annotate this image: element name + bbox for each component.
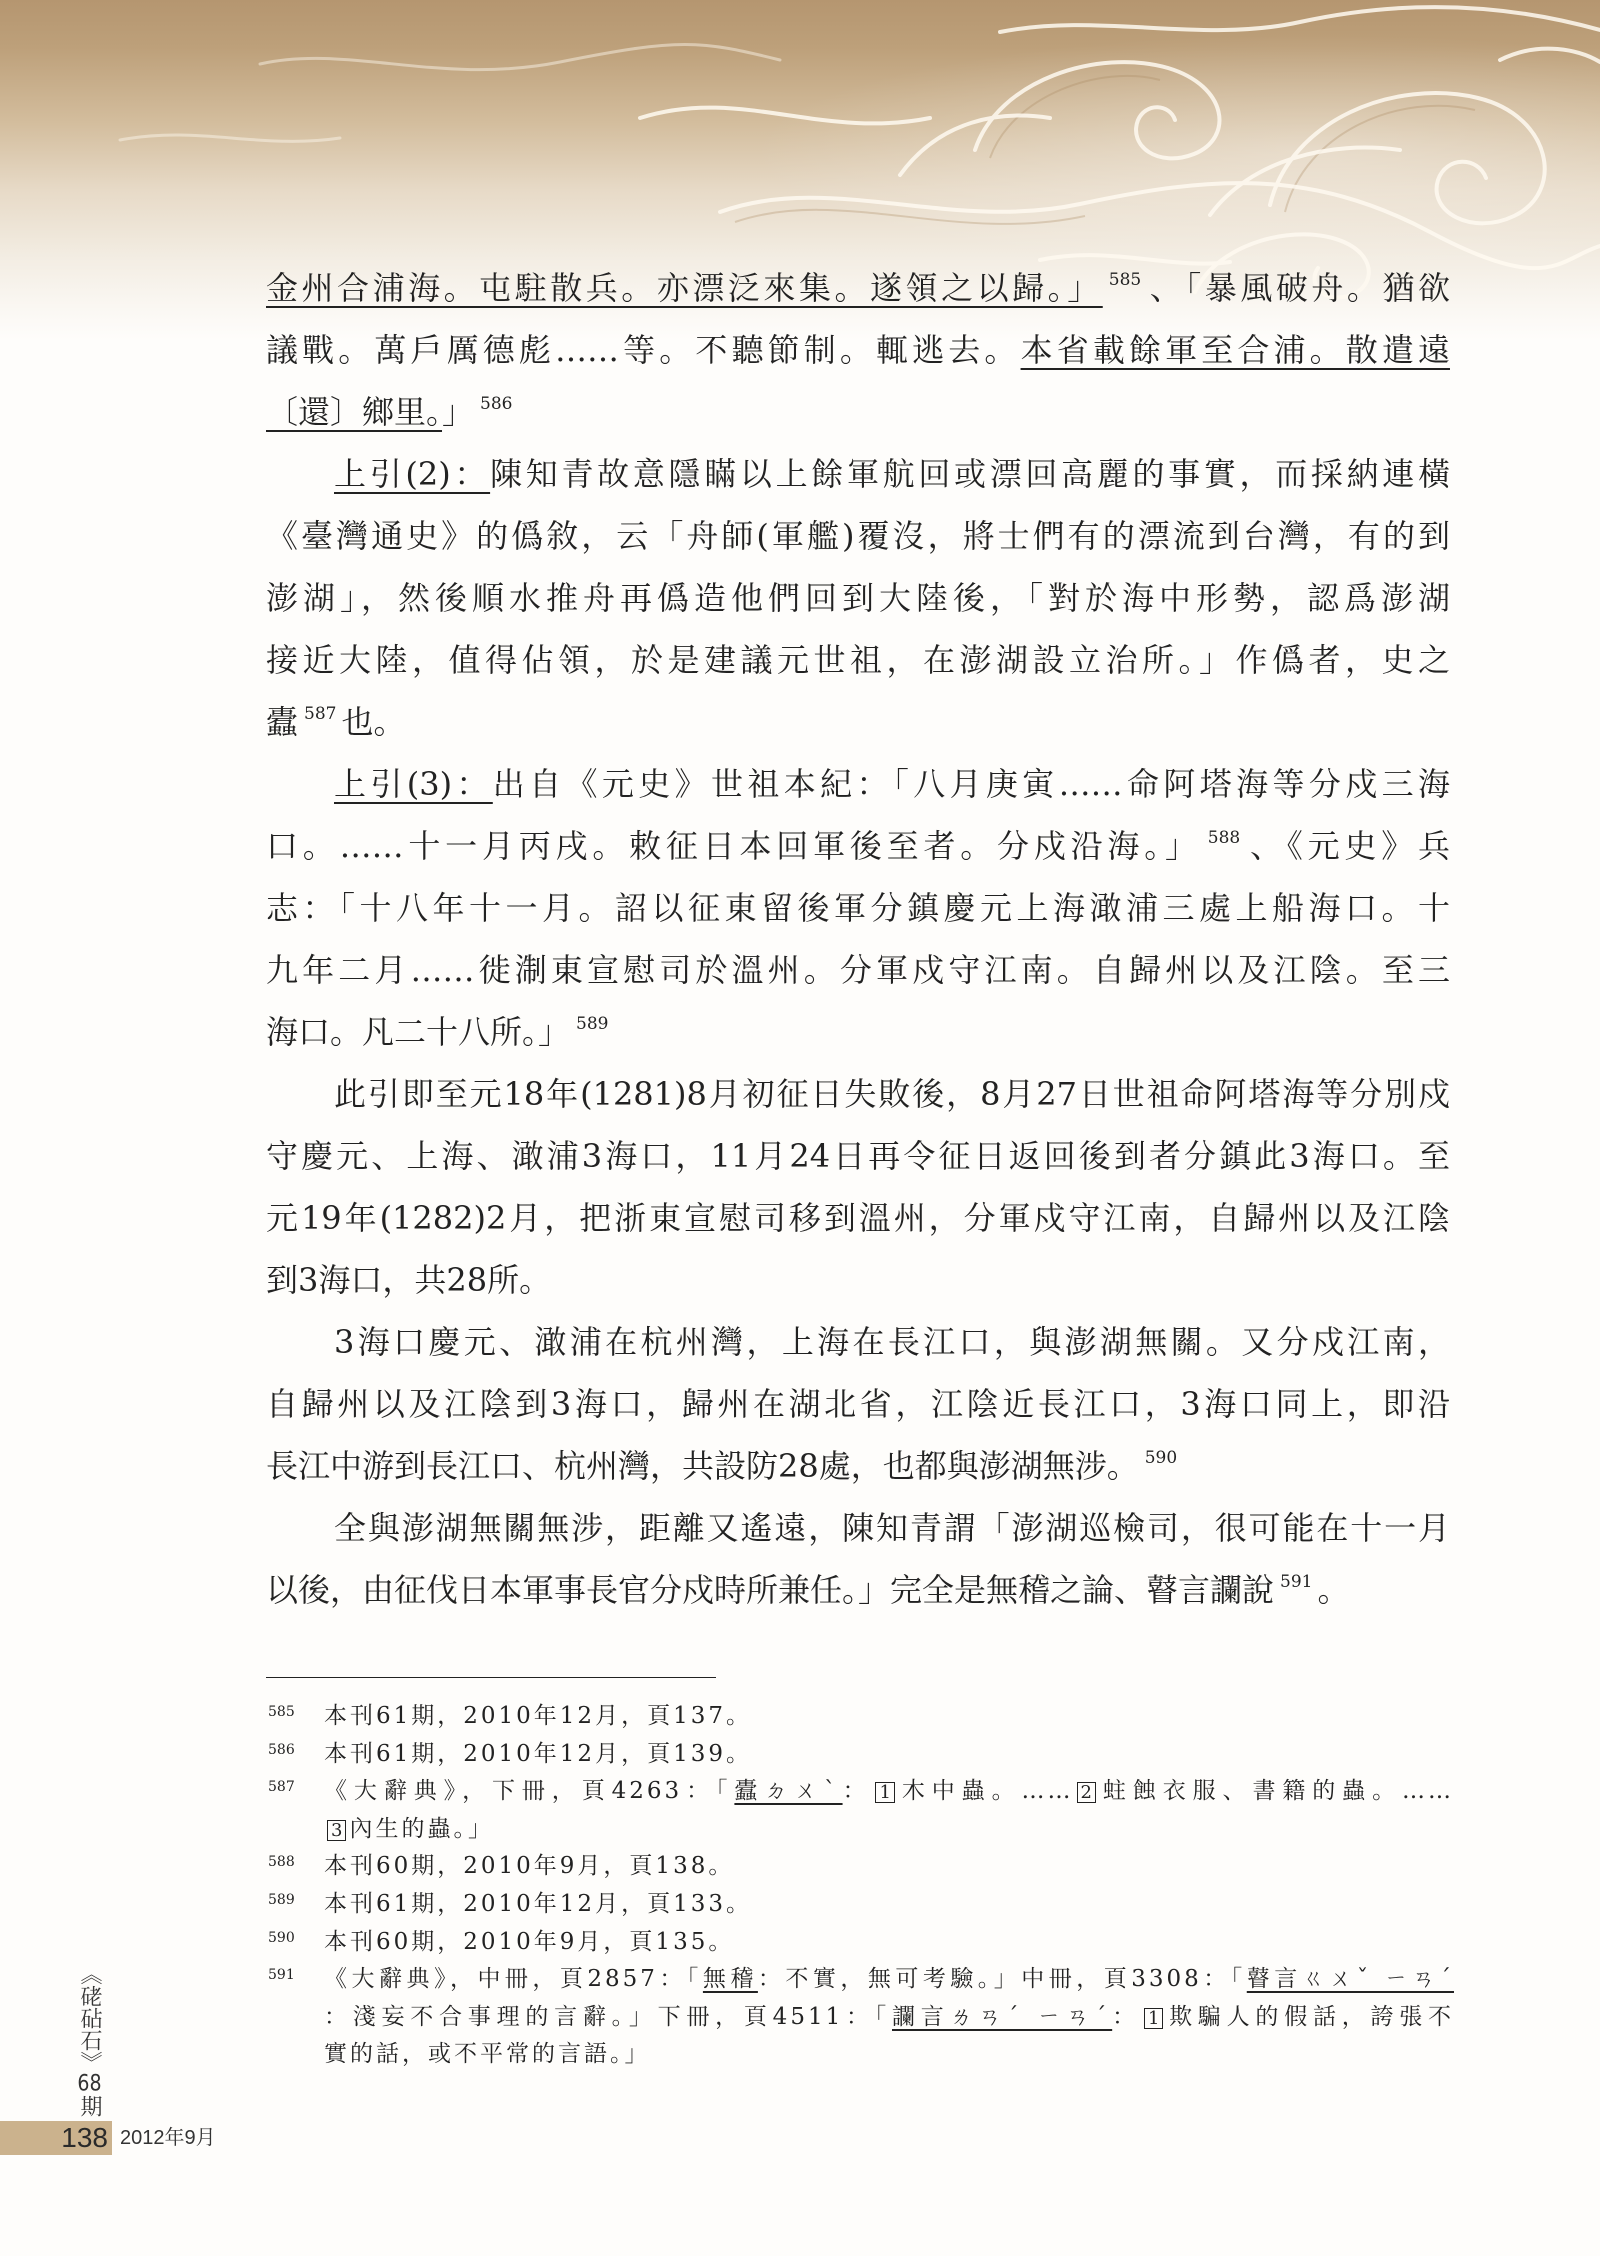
issue-unit: 期 xyxy=(77,2095,102,2117)
footnote-number: 585 xyxy=(268,1704,295,1720)
footnote xyxy=(266,1736,1454,1774)
text-line xyxy=(266,1125,1450,1187)
text-run: 木中蟲。…… xyxy=(897,1778,1074,1805)
text-line xyxy=(266,1249,1450,1311)
text-run: 也。 xyxy=(341,703,406,741)
boxed-numeral: 2 xyxy=(1077,1782,1096,1803)
text-run: 澎湖」，然後順水推舟再僞造他們回到大陸後，「對於海中形勢，認爲澎湖 xyxy=(266,579,1450,617)
text-line xyxy=(266,1497,1450,1559)
text-run: 、「暴風破舟。猶欲 xyxy=(1146,269,1450,307)
footnote-number: 590 xyxy=(268,1929,295,1946)
footnote-line xyxy=(324,2036,1454,2074)
text-line xyxy=(266,443,1450,505)
text-run: ：淺妄不合事理的言辭。」下冊，頁4511：「 xyxy=(324,2003,892,2030)
footnote xyxy=(266,1924,1454,1962)
underlined-text: 無稽 xyxy=(702,1966,758,1993)
boxed-numeral: 1 xyxy=(1144,2008,1163,2029)
text-run: 。 xyxy=(1317,1571,1350,1609)
article-body xyxy=(266,257,1450,1621)
footnote-number: 589 xyxy=(268,1891,295,1908)
text-line xyxy=(266,815,1450,877)
boxed-numeral: 3 xyxy=(327,1820,346,1841)
footnote-line xyxy=(324,1811,1454,1849)
issue-number: 68 xyxy=(77,2073,102,2095)
footnote-line xyxy=(324,1961,1454,1999)
footnote-reference: 590 xyxy=(1144,1448,1178,1468)
text-run: 九年二月……徙淛東宣慰司於溫州。分軍戍守江南。自歸州以及江陰。至三 xyxy=(266,951,1450,989)
journal-title: 《硓砧石》 xyxy=(77,1963,102,2073)
text-run: 海口。凡二十八所。」 xyxy=(266,1013,571,1051)
journal-issue-label xyxy=(76,1963,102,2117)
text-line xyxy=(266,1373,1450,1435)
text-run: ：不實，無可考驗。」中冊，頁3308：「 xyxy=(757,1966,1247,1993)
text-line xyxy=(266,753,1450,815)
text-run: 接近大陸，值得佔領，於是建議元世祖，在澎湖設立治所。」作僞者，史之 xyxy=(266,641,1450,679)
text-line xyxy=(266,1311,1450,1373)
paragraph xyxy=(266,753,1450,1063)
text-run: 欺騙人的假話，誇張不 xyxy=(1166,2003,1455,2030)
text-run: 議戰。萬戶厲德彪……等。不聽節制。輒逃去。 xyxy=(266,331,1021,369)
text-run: 口。……十一月丙戌。敕征日本回軍後至者。分戍沿海。」 xyxy=(266,827,1202,865)
footnote-number: 587 xyxy=(268,1779,295,1796)
footnote-reference: 591 xyxy=(1280,1572,1313,1592)
footnote-line xyxy=(324,1999,1454,2037)
text-line xyxy=(266,1063,1450,1125)
text-run: 守慶元、上海、澉浦3海口，11月24日再令征日返回後到者分鎮此3海口。至 xyxy=(266,1137,1450,1175)
text-run: 自歸州以及江陰到3海口，歸州在湖北省，江陰近長江口，3海口同上，即沿 xyxy=(266,1385,1450,1423)
text-line xyxy=(266,319,1450,381)
text-run: ： xyxy=(1112,2003,1141,2030)
text-line xyxy=(266,257,1450,319)
boxed-numeral: 1 xyxy=(875,1782,894,1803)
text-run: 本刊61期，2010年12月，頁133。 xyxy=(324,1890,752,1917)
footnote-number: 586 xyxy=(268,1741,295,1758)
text-run: 內生的蟲。」 xyxy=(349,1815,494,1842)
underlined-text: 瞽言ㄍㄨˇ ㄧㄢˊ xyxy=(1246,1966,1454,1993)
footnote xyxy=(266,1886,1454,1924)
text-line xyxy=(266,629,1450,691)
underlined-text: 上引(3)： xyxy=(334,765,493,803)
paragraph xyxy=(266,257,1450,443)
text-run: 長江中游到長江口、杭州灣，共設防28處，也都與澎湖無涉。 xyxy=(266,1447,1139,1485)
underlined-text: 讕言ㄌㄢˊ ㄧㄢˊ xyxy=(892,2003,1113,2030)
underlined-text: 本省載餘軍至合浦。散遣遠 xyxy=(1020,331,1450,369)
text-run: 實的話，或不平常的言語。」 xyxy=(324,2041,651,2068)
footnote-line xyxy=(324,1924,1454,1962)
text-line xyxy=(266,567,1450,629)
text-line xyxy=(266,939,1450,1001)
underlined-text: 金州合浦海。屯駐散兵。亦漂泛來集。遂領之以歸。」 xyxy=(266,269,1103,307)
page-number-bar xyxy=(0,2121,112,2155)
footnotes xyxy=(266,1698,1454,2074)
text-run: 本刊61期，2010年12月，頁137。 xyxy=(324,1703,752,1729)
footnote-line xyxy=(324,1698,1454,1736)
footnote-number: 591 xyxy=(268,1967,295,1984)
text-run: 本刊60期，2010年9月，頁135。 xyxy=(324,1928,735,1955)
text-run: 蠹 xyxy=(266,703,299,741)
footnote-reference: 586 xyxy=(480,394,513,414)
footnote-line xyxy=(324,1773,1454,1811)
issue-date: 2012年9月 xyxy=(120,2127,216,2149)
text-run: 全與澎湖無關無涉，距離又遙遠，陳知青謂「澎湖巡檢司，很可能在十一月 xyxy=(334,1509,1450,1547)
text-run: 本刊60期，2010年9月，頁138。 xyxy=(324,1853,735,1880)
footnote-reference: 589 xyxy=(576,1014,609,1034)
text-line xyxy=(266,1187,1450,1249)
footnote-reference: 587 xyxy=(304,704,337,724)
text-run: 以後，由征伐日本軍事長官分戍時所兼任。」完全是無稽之論、瞽言讕說 xyxy=(266,1571,1275,1609)
footnote xyxy=(266,1848,1454,1886)
underlined-text: 蠹ㄉㄨˋ xyxy=(734,1778,843,1805)
text-line xyxy=(266,505,1450,567)
footnote-reference: 588 xyxy=(1207,828,1241,848)
paragraph xyxy=(266,443,1450,753)
text-run: ： xyxy=(842,1778,873,1805)
text-run: 《臺灣通史》的僞敘，云「舟師(軍艦)覆沒，將士們有的漂流到台灣，有的到 xyxy=(266,517,1450,555)
paragraph xyxy=(266,1063,1450,1311)
paragraph xyxy=(266,1311,1450,1497)
text-run: 陳知青故意隱瞞以上餘軍航回或漂回高麗的事實，而採納連橫 xyxy=(490,455,1450,493)
underlined-text: 上引(2)： xyxy=(334,455,491,493)
text-line xyxy=(266,1435,1450,1497)
text-run: 」 xyxy=(442,393,475,431)
underlined-text: 〔還〕鄉里。 xyxy=(266,393,443,431)
footnote-line xyxy=(324,1736,1454,1774)
footnote-line xyxy=(324,1848,1454,1886)
footnote xyxy=(266,1698,1454,1736)
text-line xyxy=(266,381,1450,443)
text-run: 、《元史》兵 xyxy=(1245,827,1450,865)
text-run: 出自《元史》世祖本紀：「八月庚寅……命阿塔海等分戍三海 xyxy=(492,765,1450,803)
text-line xyxy=(266,1559,1450,1621)
text-run: 元19年(1282)2月，把浙東宣慰司移到溫州，分軍戍守江南，自歸州以及江陰 xyxy=(266,1199,1450,1237)
text-line xyxy=(266,877,1450,939)
text-run: 蛀蝕衣服、書籍的蟲。…… xyxy=(1098,1778,1455,1805)
footnote-number: 588 xyxy=(268,1854,295,1871)
text-run: 《大辭典》，中冊，頁2857：「 xyxy=(324,1966,703,1993)
paragraph xyxy=(266,1497,1450,1621)
text-run: 到3海口，共28所。 xyxy=(266,1261,552,1299)
footnote-separator xyxy=(266,1677,716,1678)
text-run: 3海口慶元、澉浦在杭州灣，上海在長江口，與澎湖無關。又分戍江南， xyxy=(334,1323,1450,1361)
footnote xyxy=(266,1961,1454,2074)
text-run: 此引即至元18年(1281)8月初征日失敗後，8月27日世祖命阿塔海等分別戍 xyxy=(334,1075,1450,1113)
footnote-reference: 585 xyxy=(1108,270,1142,290)
footnote-line xyxy=(324,1886,1454,1924)
text-run: 志：「十八年十一月。詔以征東留後軍分鎮慶元上海澉浦三處上船海口。十 xyxy=(266,889,1450,927)
text-run: 《大辭典》，下冊，頁4263：「 xyxy=(324,1778,735,1805)
text-line xyxy=(266,691,1450,753)
text-run: 本刊61期，2010年12月，頁139。 xyxy=(324,1740,752,1767)
footnote xyxy=(266,1773,1454,1848)
text-line xyxy=(266,1001,1450,1063)
page-number: 138 xyxy=(61,2122,108,2153)
